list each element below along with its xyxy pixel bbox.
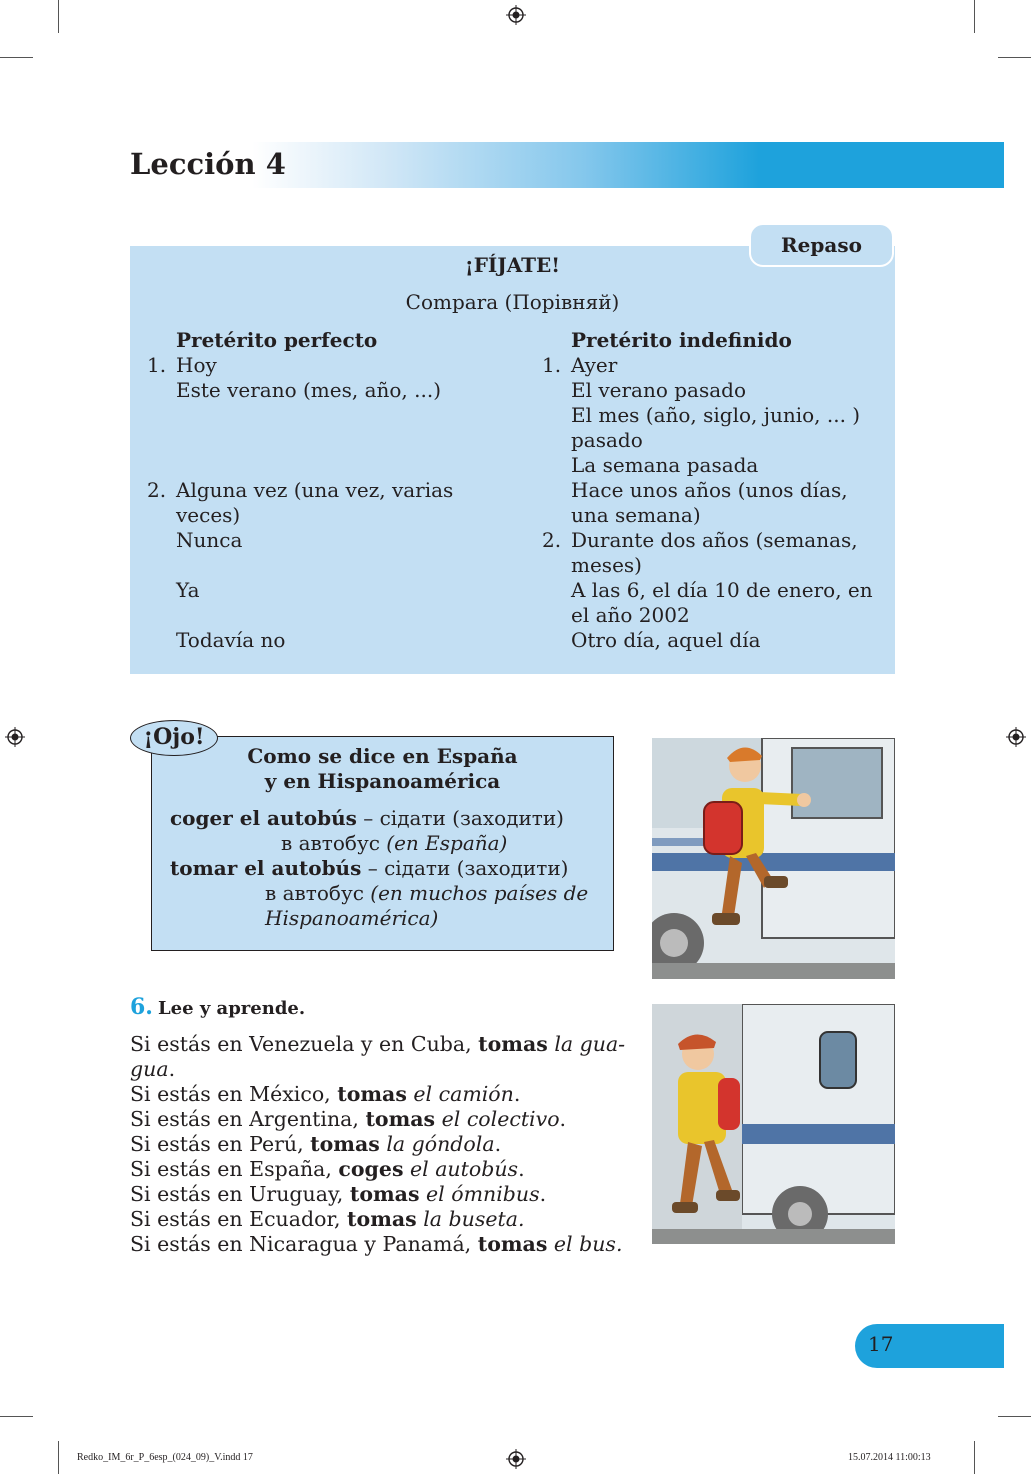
list-item: Ya — [176, 578, 200, 602]
line-object: el colectivo — [435, 1107, 560, 1131]
fijate-subtitle: Compara (Порівняй) — [405, 290, 620, 314]
list-number: 1. — [542, 353, 562, 377]
crop-mark — [998, 57, 1031, 58]
exercise-line — [130, 1207, 524, 1232]
repaso-tab: Repaso — [749, 223, 894, 267]
boy-boarding-bus-illustration — [652, 738, 895, 979]
list-item: Este verano (mes, año, ...) — [176, 378, 442, 402]
ojo-translation: – сідати (заходити) — [356, 806, 564, 830]
crop-mark — [974, 1441, 975, 1474]
preterito-indefinido-heading: Pretérito indefinido — [571, 328, 792, 352]
line-object: la góndola — [379, 1132, 495, 1156]
ojo-entry — [170, 856, 568, 881]
line-text: Si estás en Venezuela y en Cuba, — [130, 1032, 479, 1056]
list-item: Hoy — [176, 353, 217, 377]
line-text: Si estás en Uruguay, — [130, 1182, 350, 1206]
line-text: . — [559, 1107, 567, 1131]
exercise-line — [130, 1032, 625, 1057]
exercise-line — [130, 1107, 566, 1132]
exercise-line — [130, 1132, 501, 1157]
ojo-translation: в автобус — [281, 831, 387, 855]
page-number: 17 — [868, 1332, 894, 1356]
line-text: Si estás en España, — [130, 1157, 339, 1181]
list-number: 1. — [147, 353, 167, 377]
line-text: . — [539, 1182, 547, 1206]
ojo-term: tomar el autobús — [170, 856, 362, 880]
line-text: . — [494, 1132, 502, 1156]
line-object: la buseta. — [416, 1207, 525, 1231]
list-item: pasado — [571, 428, 643, 452]
ojo-entry — [170, 806, 564, 831]
list-item: El verano pasado — [571, 378, 747, 402]
line-object: gua — [130, 1057, 169, 1081]
list-item: Durante dos años (semanas, — [571, 528, 858, 552]
ojo-term: coger el autobús — [170, 806, 357, 830]
line-verb: coges — [338, 1157, 404, 1181]
registration-mark-icon — [5, 727, 25, 747]
line-text: Si estás en Ecuador, — [130, 1207, 348, 1231]
list-item: una semana) — [571, 503, 701, 527]
ojo-title-line: y en Hispanoamérica — [264, 769, 501, 793]
registration-mark-icon — [506, 1449, 526, 1469]
list-item: Alguna vez (una vez, varias — [176, 478, 454, 502]
exercise-title: Lee y aprende. — [158, 998, 306, 1019]
line-verb: tomas — [337, 1082, 407, 1106]
preterito-perfecto-heading: Pretérito perfecto — [176, 328, 378, 352]
list-item: A las 6, el día 10 de enero, en — [571, 578, 873, 602]
list-item: el año 2002 — [571, 603, 690, 627]
line-verb: tomas — [347, 1207, 417, 1231]
exercise-line — [130, 1232, 622, 1257]
line-object: el autobús — [403, 1157, 519, 1181]
exercise-line — [130, 1182, 546, 1207]
ojo-translation: в автобус — [265, 881, 371, 905]
list-item: La semana pasada — [571, 453, 759, 477]
list-item: veces) — [176, 503, 241, 527]
ojo-translation: – сідати (заходити) — [361, 856, 569, 880]
ojo-badge: ¡Ojo! — [130, 720, 218, 756]
line-verb: tomas — [365, 1107, 436, 1131]
line-verb: tomas — [349, 1182, 420, 1206]
slug-filename: Redko_IM_6r_P_6esp_(024_09)_V.indd 17 — [77, 1452, 253, 1463]
line-verb: tomas — [478, 1032, 548, 1056]
exercise-line — [130, 1057, 175, 1082]
crop-mark — [58, 1441, 59, 1474]
ojo-title — [151, 744, 614, 794]
list-item: Otro día, aquel día — [571, 628, 761, 652]
ojo-note: (en muchos países de — [370, 881, 589, 905]
list-number: 2. — [542, 528, 562, 552]
list-item: Nunca — [176, 528, 243, 552]
crop-mark — [974, 0, 975, 33]
crop-mark — [0, 1416, 33, 1417]
crop-mark — [0, 57, 33, 58]
exercise-line — [130, 1157, 525, 1182]
registration-mark-icon — [506, 5, 526, 25]
fijate-title: ¡FÍJATE! — [464, 253, 561, 277]
crop-mark — [998, 1416, 1031, 1417]
ojo-entry-cont — [281, 831, 507, 856]
list-item: meses) — [571, 553, 642, 577]
exercise-number: 6. — [130, 994, 153, 1020]
line-object: la gua- — [547, 1032, 626, 1056]
line-verb: tomas — [310, 1132, 380, 1156]
boy-leaving-bus-illustration — [652, 1004, 895, 1244]
exercise-line — [130, 1082, 520, 1107]
ojo-entry-cont — [265, 906, 438, 931]
line-text: Si estás en Nicaragua y Panamá, — [130, 1232, 478, 1256]
line-text: Si estás en Argentina, — [130, 1107, 366, 1131]
ojo-entry-cont — [265, 881, 588, 906]
slug-date: 15.07.2014 11:00:13 — [848, 1452, 931, 1463]
list-item: Todavía no — [176, 628, 286, 652]
line-text: . — [513, 1082, 521, 1106]
line-text: Si estás en México, — [130, 1082, 338, 1106]
line-text: . — [518, 1157, 525, 1181]
ojo-note: (en España) — [386, 831, 508, 855]
list-number: 2. — [147, 478, 167, 502]
ojo-title-line: Como se dice en España — [247, 744, 518, 768]
lesson-title: Lección 4 — [130, 147, 286, 181]
line-text: Si estás en Perú, — [130, 1132, 311, 1156]
line-text: . — [168, 1057, 176, 1081]
line-object: el ómnibus — [419, 1182, 540, 1206]
list-item: Ayer — [571, 353, 618, 377]
crop-mark — [58, 0, 59, 33]
list-item: Hace unos años (unos días, — [571, 478, 848, 502]
line-object: el bus. — [547, 1232, 623, 1256]
ojo-note: Hispanoamérica) — [265, 906, 439, 930]
registration-mark-icon — [1006, 727, 1026, 747]
list-item: El mes (año, siglo, junio, ... ) — [571, 403, 861, 427]
line-object: el camión — [406, 1082, 514, 1106]
line-verb: tomas — [477, 1232, 548, 1256]
